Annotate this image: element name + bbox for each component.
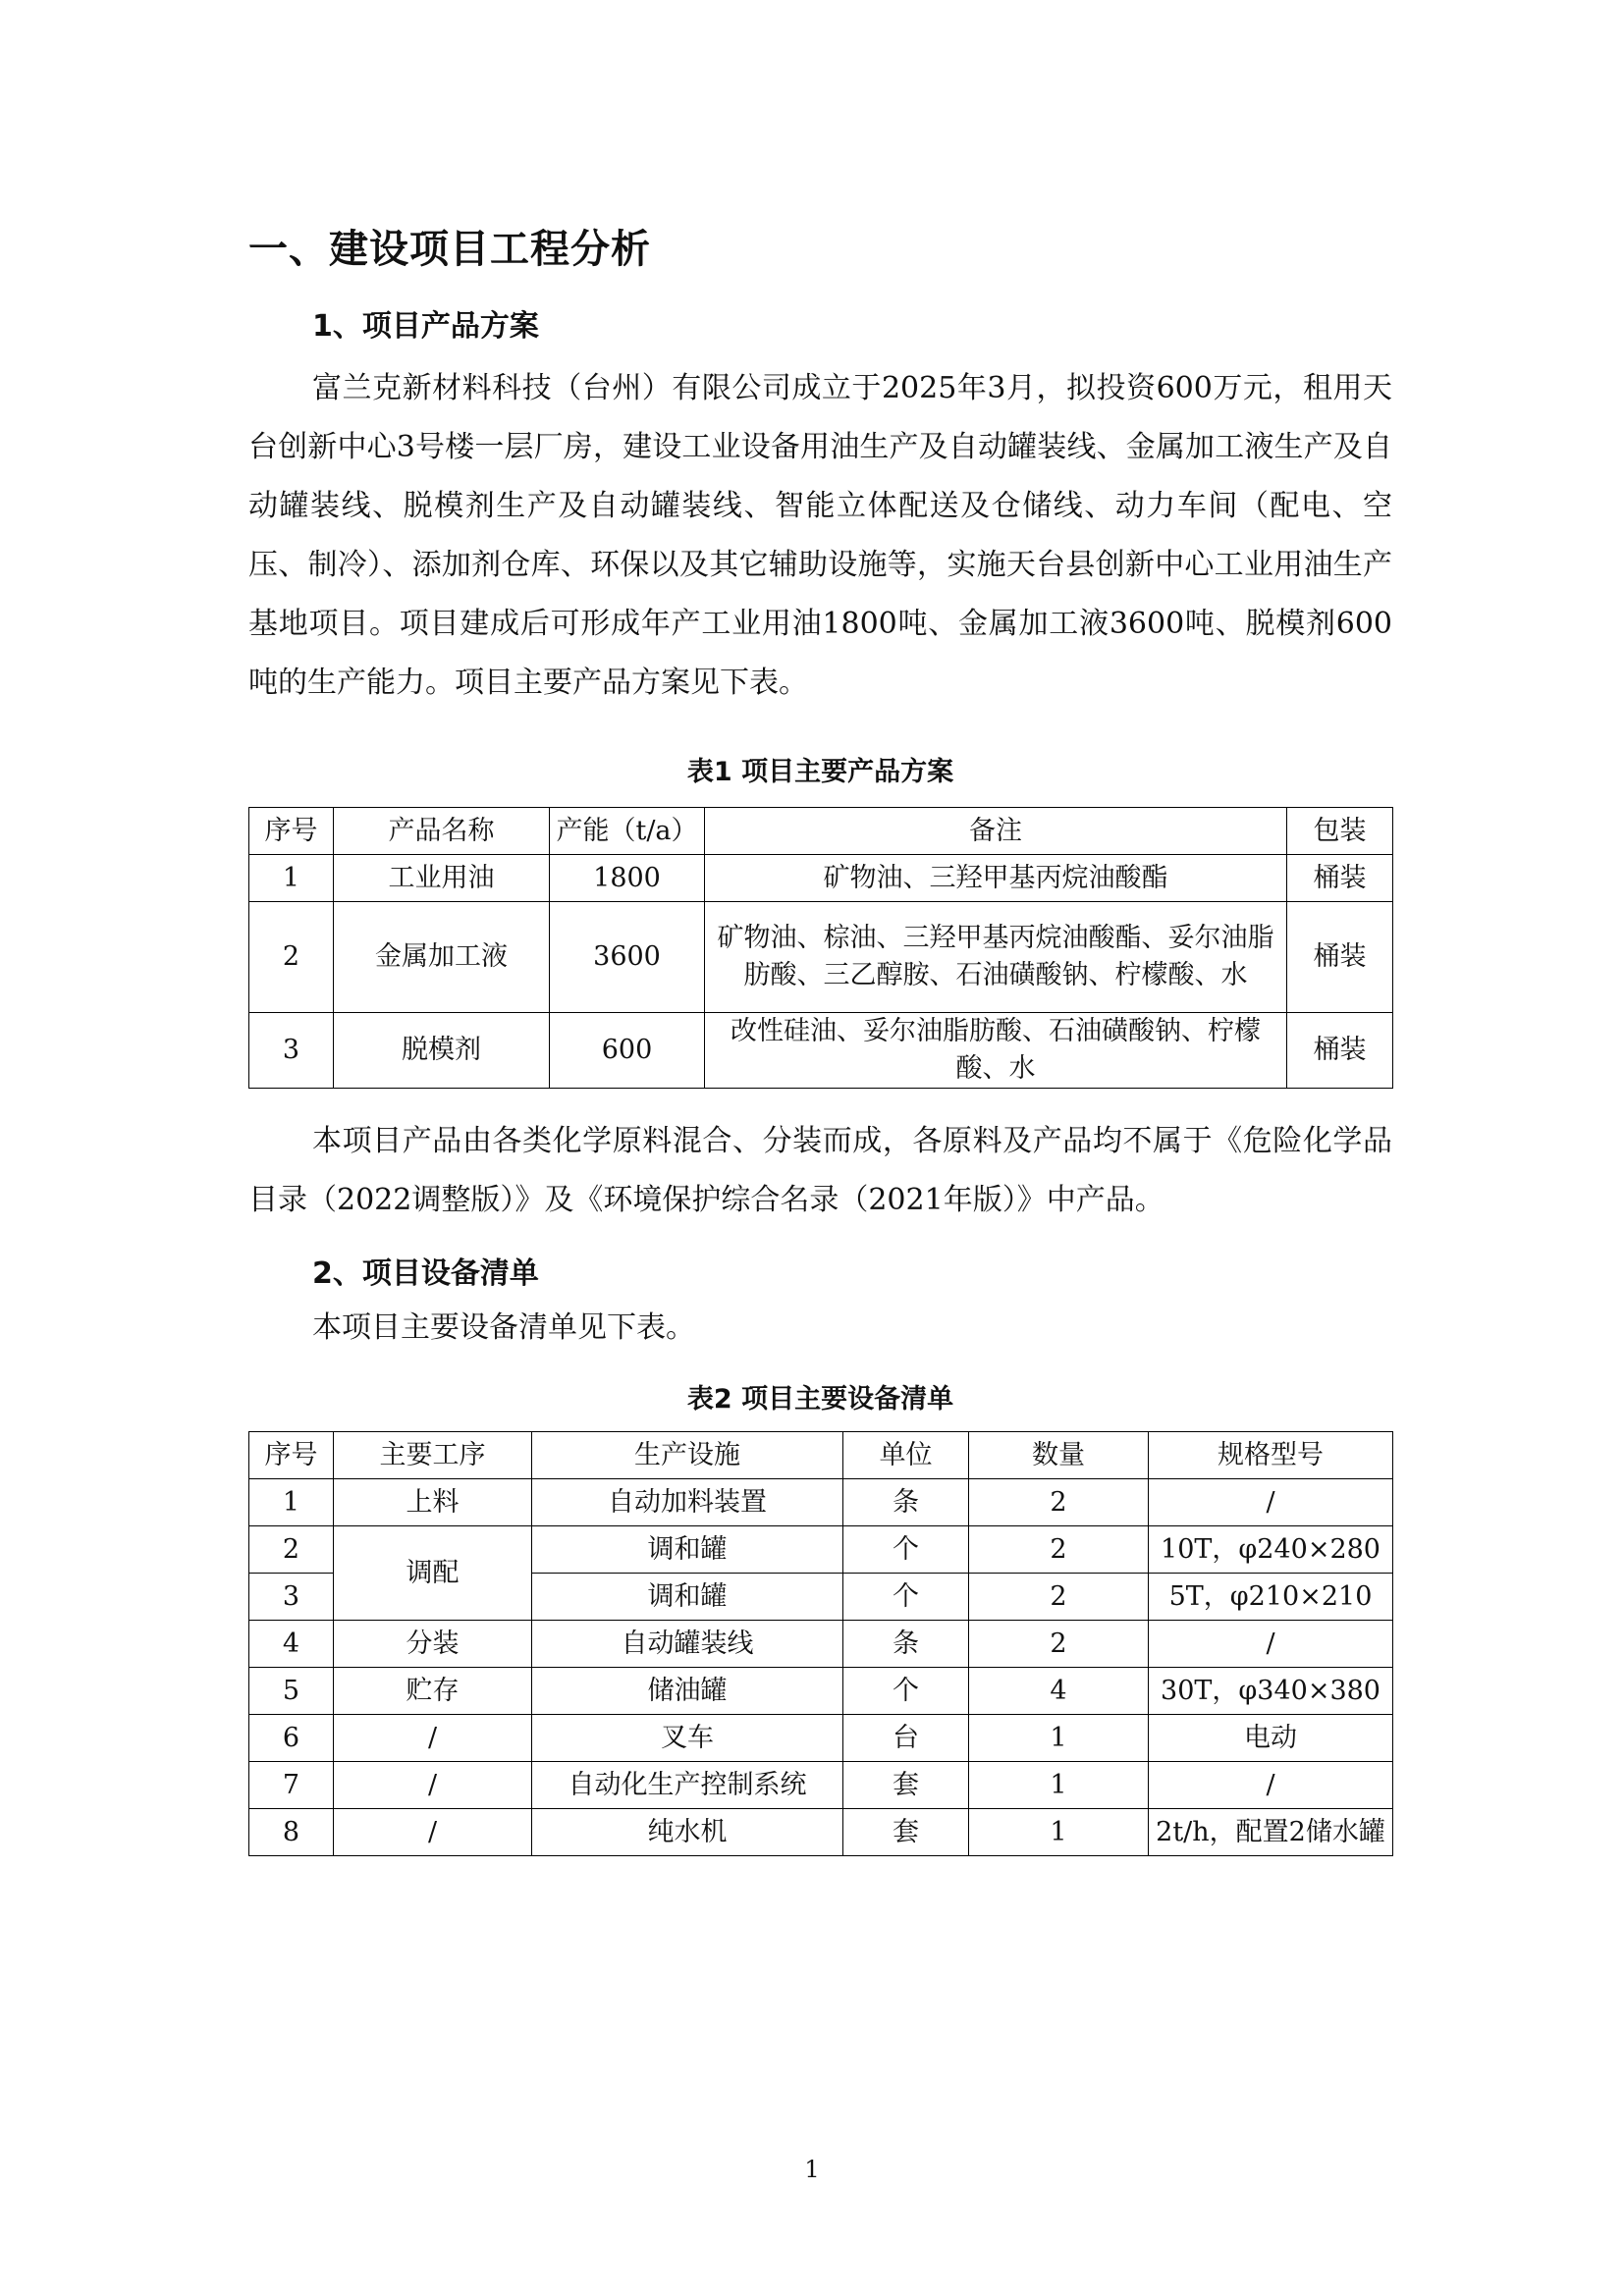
header-cell: 产品名称	[334, 808, 550, 855]
table-cell: 桶装	[1287, 902, 1393, 1013]
table-cell: /	[1149, 1621, 1393, 1668]
table-cell: 分装	[334, 1621, 532, 1668]
table-cell: 2	[969, 1621, 1149, 1668]
table-cell: 10T，φ240×280	[1149, 1526, 1393, 1574]
table-cell: 工业用油	[334, 855, 550, 902]
table-cell: 条	[843, 1621, 969, 1668]
table-row	[249, 1479, 1393, 1526]
header-cell: 序号	[249, 808, 334, 855]
table-cell: 套	[843, 1762, 969, 1809]
table-cell: 3	[249, 1574, 334, 1621]
table-cell: 30T，φ340×380	[1149, 1668, 1393, 1715]
table-row	[249, 902, 1393, 1013]
table-cell: 自动罐装线	[532, 1621, 843, 1668]
table-cell: 1	[969, 1809, 1149, 1856]
table-cell: 2	[969, 1526, 1149, 1574]
table-row	[249, 1762, 1393, 1809]
table2-caption: 表2 项目主要设备清单	[686, 1384, 954, 1415]
table-cell: 5T，φ210×210	[1149, 1574, 1393, 1621]
table-cell: 6	[249, 1715, 334, 1762]
table-header-row	[249, 1432, 1393, 1479]
table-cell: /	[334, 1715, 532, 1762]
table-cell: 电动	[1149, 1715, 1393, 1762]
table-cell: 1	[249, 1479, 334, 1526]
table-row	[249, 1526, 1393, 1574]
table-cell: /	[334, 1762, 532, 1809]
table-cell: 1	[249, 855, 334, 902]
table-cell: 3600	[550, 902, 705, 1013]
table-cell: 4	[969, 1668, 1149, 1715]
table-cell: 调和罐	[532, 1526, 843, 1574]
header-cell: 数量	[969, 1432, 1149, 1479]
paragraph-project-overview: 富兰克新材料科技（台州）有限公司成立于2025年3月，拟投资600万元，租用天台创新中心3号楼一层厂房，建设工业设备用油生产及自动罐装线、金属加工液生产及自动罐装线、脱模剂生产及自动罐装线、智能立体配送及仓储线、动力车间（配电、空压、制冷）、添加剂仓库、环保以及其它辅助设施等，实施天台县创新中心工业用油生产基地项目。项目建成后可形成年产工业用油1800吨、金属加工液3600吨、脱模剂600吨的生产能力。项目主要产品方案见下表。	[248, 371, 1392, 700]
header-cell: 单位	[843, 1432, 969, 1479]
header-cell: 产能（t/a）	[550, 808, 705, 855]
table-cell: 个	[843, 1668, 969, 1715]
table-cell: 1	[969, 1715, 1149, 1762]
page-number: 1	[804, 2156, 820, 2183]
table-cell: 2t/h，配置2储水罐	[1149, 1809, 1393, 1856]
table1-caption: 表1 项目主要产品方案	[686, 757, 954, 787]
table-row	[249, 1621, 1393, 1668]
table-cell: 调和罐	[532, 1574, 843, 1621]
equipment-list-table	[248, 1431, 1393, 1856]
table-cell: 套	[843, 1809, 969, 1856]
subsection-title-equipment: 2、项目设备清单	[312, 1256, 539, 1291]
table-header-row	[249, 808, 1393, 855]
table-cell: 桶装	[1287, 855, 1393, 902]
table-row	[249, 1668, 1393, 1715]
table-cell: /	[334, 1809, 532, 1856]
table-cell: 自动加料装置	[532, 1479, 843, 1526]
table-cell: 个	[843, 1526, 969, 1574]
header-cell: 备注	[705, 808, 1287, 855]
table-cell: 纯水机	[532, 1809, 843, 1856]
table-cell: 个	[843, 1574, 969, 1621]
table-cell: 8	[249, 1809, 334, 1856]
table-cell: 5	[249, 1668, 334, 1715]
paragraph-hazard-note: 本项目产品由各类化学原料混合、分装而成，各原料及产品均不属于《危险化学品目录（2022调整版）》及《环境保护综合名录（2021年版）》中产品。	[248, 1124, 1392, 1217]
table-cell: 2	[969, 1479, 1149, 1526]
table-cell: /	[1149, 1762, 1393, 1809]
table-cell: 条	[843, 1479, 969, 1526]
table-cell: 储油罐	[532, 1668, 843, 1715]
table-cell: 600	[550, 1013, 705, 1089]
header-cell: 规格型号	[1149, 1432, 1393, 1479]
table-cell: 矿物油、三羟甲基丙烷油酸酯	[705, 855, 1287, 902]
table-cell: 1800	[550, 855, 705, 902]
header-cell: 包装	[1287, 808, 1393, 855]
table-cell: 矿物油、棕油、三羟甲基丙烷油酸酯、妥尔油脂肪酸、三乙醇胺、石油磺酸钠、柠檬酸、水	[705, 902, 1287, 1013]
table-cell: 2	[969, 1574, 1149, 1621]
table-cell: 台	[843, 1715, 969, 1762]
table-cell: 叉车	[532, 1715, 843, 1762]
table-row	[249, 1809, 1393, 1856]
table-cell: 贮存	[334, 1668, 532, 1715]
table-cell: 脱模剂	[334, 1013, 550, 1089]
table-cell: 7	[249, 1762, 334, 1809]
header-cell: 生产设施	[532, 1432, 843, 1479]
table-cell: /	[1149, 1479, 1393, 1526]
table-row	[249, 1715, 1393, 1762]
table-cell: 2	[249, 902, 334, 1013]
table-row	[249, 855, 1393, 902]
section-title: 一、建设项目工程分析	[248, 227, 651, 272]
header-cell: 序号	[249, 1432, 334, 1479]
table-cell: 上料	[334, 1479, 532, 1526]
table-cell: 金属加工液	[334, 902, 550, 1013]
table-cell: 自动化生产控制系统	[532, 1762, 843, 1809]
table-cell: 3	[249, 1013, 334, 1089]
table-cell: 2	[249, 1526, 334, 1574]
table-cell: 4	[249, 1621, 334, 1668]
table-row	[249, 1013, 1393, 1089]
table-cell-merged: 调配	[334, 1526, 532, 1621]
table-cell: 1	[969, 1762, 1149, 1809]
table-cell: 桶装	[1287, 1013, 1393, 1089]
header-cell: 主要工序	[334, 1432, 532, 1479]
table-cell: 改性硅油、妥尔油脂肪酸、石油磺酸钠、柠檬酸、水	[705, 1013, 1287, 1089]
paragraph-equipment-intro: 本项目主要设备清单见下表。	[312, 1310, 695, 1345]
subsection-title-products: 1、项目产品方案	[312, 309, 539, 344]
product-plan-table	[248, 807, 1393, 1089]
